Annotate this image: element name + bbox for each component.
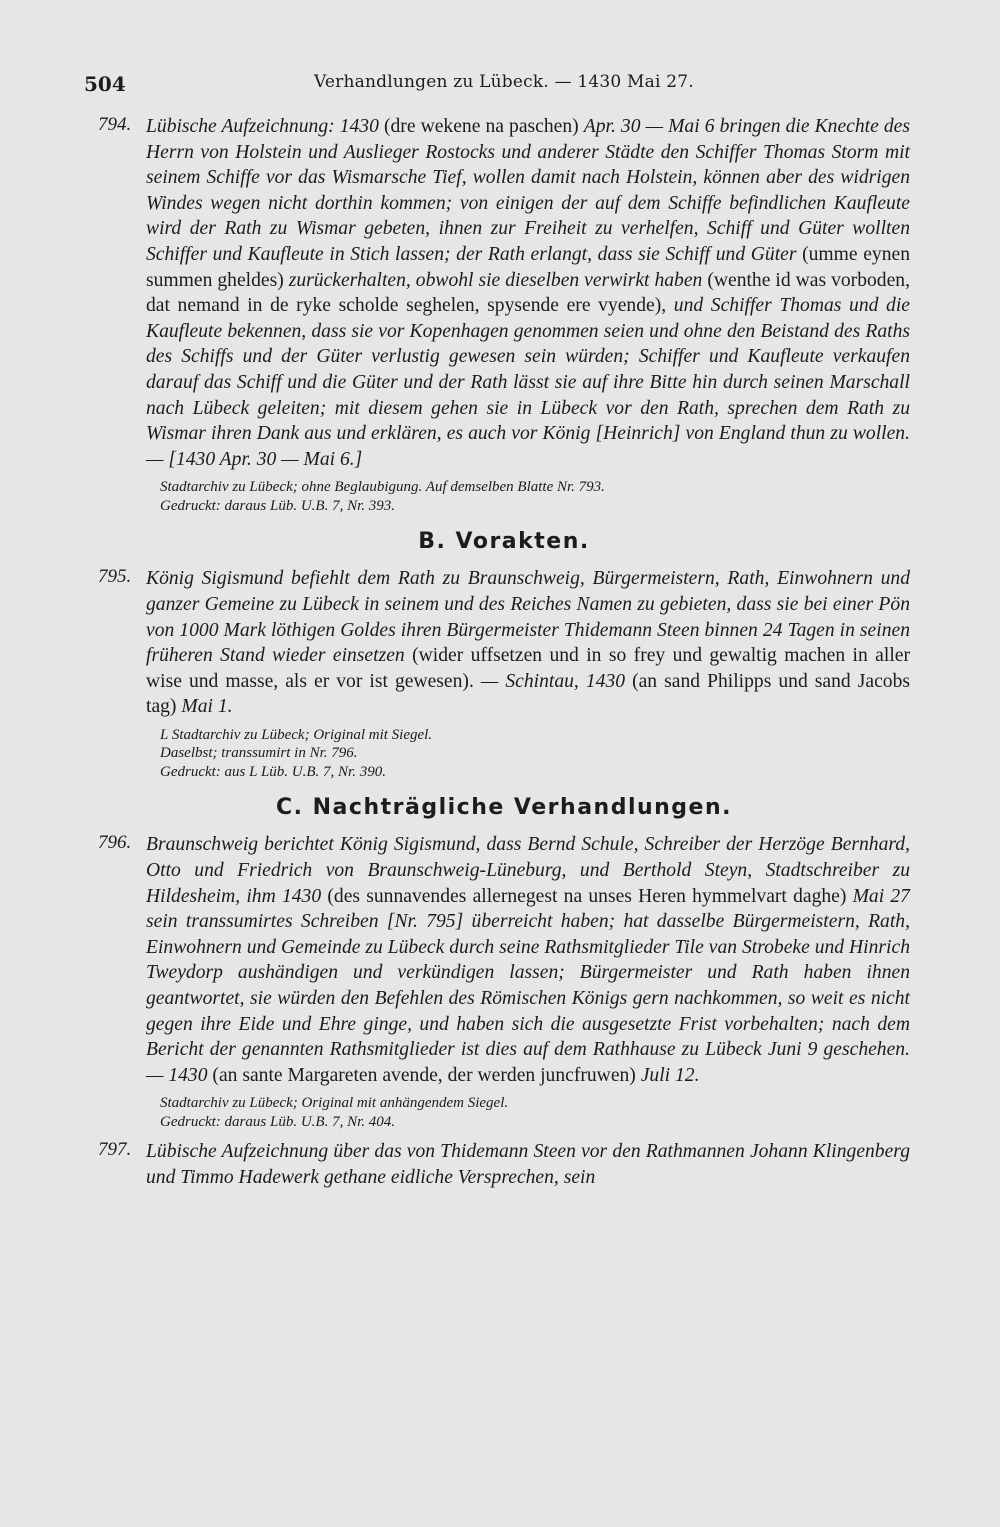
page-header — [84, 72, 904, 102]
regest-text: Mai 1. — [181, 696, 233, 718]
quote-text: (dre wekene na paschen) — [378, 116, 584, 137]
regest-text: Lübische Aufzeichnung: 1430 — [146, 116, 379, 137]
section-heading-b: B. Vorakten. — [418, 529, 590, 555]
entry-text — [146, 1139, 910, 1190]
regest-text: König Sigismund befiehlt dem Rath zu Braunschweig, Bürgermeistern, Rath, Einwohnern und ganzer Gemeine zu Lübeck in seinem und des Reiches Namen zu gebieten, dass sie bei einer Pön von 1000 Mark löthigen Goldes ihren Bürgermeister Thidemann Steen binnen 24 Tagen in seinen früheren Stand wieder einsetzen — [146, 568, 910, 667]
entry-number: 796. — [98, 832, 132, 854]
regest-text: — Schintau, 1430 — [480, 670, 626, 692]
section-heading-c: C. Nachträgliche Verhandlungen. — [275, 795, 732, 821]
quote-text: (des sunnavendes allernegest na unses Heren hymmelvart daghe) — [321, 885, 853, 907]
quote-text: (wenthe id was vorboden, dat nemand in de ryke scholde seghelen, spysende ere vyende), — [146, 269, 910, 317]
entry-number: 794. — [98, 114, 132, 135]
regest-text: Mai 27 sein transsumirtes Schreiben [Nr. 795] überreicht haben; hat dasselbe Bürgermeistern, Rath, Einwohnern und Gemeinde zu Lübeck durch seine Rathsmitglieder Tile van Strobeke und Hinrich Tweydorp aushändigen und verkündigen lassen; Bürgermeister und Rath haben ihnen geantwortet, sie würden den Befehlen des Römischen Königs gern nachkommen, so weit es nicht gegen ihre Eide und Ehre ginge, und haben sich die ausgesetzte Frist vorbehalten; nach dem Bericht der genannten Rathsmitglieder ist dies auf dem Rathhause zu Lübeck Juni 9 geschehen. — 1430 — [146, 885, 910, 1086]
source-note — [98, 1094, 910, 1131]
running-title: Verhandlungen zu Lübeck. — 1430 Mai 27. — [314, 72, 694, 92]
page-content — [98, 114, 910, 1197]
entry-text — [146, 566, 910, 720]
entry-796 — [98, 832, 910, 1088]
source-line: Daselbst; transsumirt in Nr. 796. — [160, 745, 358, 762]
source-line: Gedruckt: daraus Lüb. U.B. 7, Nr. 393. — [160, 497, 395, 514]
source-line: Stadtarchiv zu Lübeck; Original mit anhängendem Siegel. — [160, 1095, 509, 1112]
page-number: 504 — [84, 72, 126, 96]
entry-number: 795. — [98, 566, 132, 588]
source-line: Gedruckt: daraus Lüb. U.B. 7, Nr. 404. — [160, 1113, 395, 1130]
entry-794 — [98, 114, 910, 472]
entry-797 — [98, 1139, 910, 1190]
regest-text: Juli 12. — [640, 1064, 700, 1086]
quote-text: (wider uffsetzen und in so frey und gewaltig machen in aller wise und masse, als er vor ist gewesen). — [146, 645, 910, 692]
regest-text: zurückerhalten, obwohl sie dieselben verwirkt haben — [288, 269, 703, 291]
entry-795 — [98, 566, 910, 720]
quote-text: (an sante Margareten avende, der werden juncfruwen) — [207, 1064, 641, 1086]
quote-text: (umme eynen summen gheldes) — [146, 243, 910, 291]
source-line: L Stadtarchiv zu Lübeck; Original mit Siegel. — [160, 726, 433, 743]
source-note — [98, 478, 910, 515]
entry-text — [146, 114, 910, 472]
quote-text: (an sand Philipps und sand Jacobs tag) — [146, 670, 910, 718]
regest-text: Braunschweig berichtet König Sigismund, dass Bernd Schule, Schreiber der Herzöge Bernhard, Otto und Friedrich von Braunschweig-Lüneburg, und Berthold Steyn, Stadtschreiber zu Hildesheim, ihm 1430 — [146, 834, 910, 907]
entry-text — [146, 832, 910, 1088]
regest-text: und Schiffer Thomas und die Kaufleute bekennen, dass sie vor Kopenhagen genommen seien und ohne den Beistand des Raths des Schiffs und der Güter verlustig gewesen sein würden; Schiffer und Kaufleute verkaufen darauf das Schiff und die Güter und der Rath lässt sie auf ihre Bitte hin durch seinen Marschall nach Lübeck geleiten; mit diesem gehen sie in Lübeck vor den Rath, sprechen dem Rath zu Wismar ihren Dank aus und erklären, es auch vor König [Heinrich] von England thun zu wollen. — [1430 Apr. 30 — Mai 6.] — [146, 295, 910, 470]
source-line: Stadtarchiv zu Lübeck; ohne Beglaubigung. Auf demselben Blatte Nr. 793. — [160, 479, 605, 496]
regest-text: Apr. 30 — Mai 6 bringen die Knechte des Herrn von Holstein und Auslieger Rostocks und anderer Städte den Schiffer Thomas Storm mit seinem Schiffe vor das Wismarsche Tief, wollen damit nach Holstein, können aber des widrigen Windes wegen nicht dorthin kommen; von einigen der auf dem Schiffe befindlichen Kaufleute wird der Rath zu Wismar gebeten, ihnen zur Freiheit zu verhelfen, Schiff und Güter wollten Schiffer und Kaufleute in Stich lassen; der Rath erlangt, dass sie Schiff und Güter — [146, 116, 910, 265]
source-line: Gedruckt: aus L Lüb. U.B. 7, Nr. 390. — [160, 763, 386, 780]
source-note — [98, 726, 910, 782]
regest-text: Lübische Aufzeichnung über das von Thidemann Steen vor den Rathmannen Johann Klingenberg und Timmo Hadewerk gethane eidliche Versprechen, sein — [146, 1141, 910, 1188]
entry-number: 797. — [98, 1139, 132, 1161]
